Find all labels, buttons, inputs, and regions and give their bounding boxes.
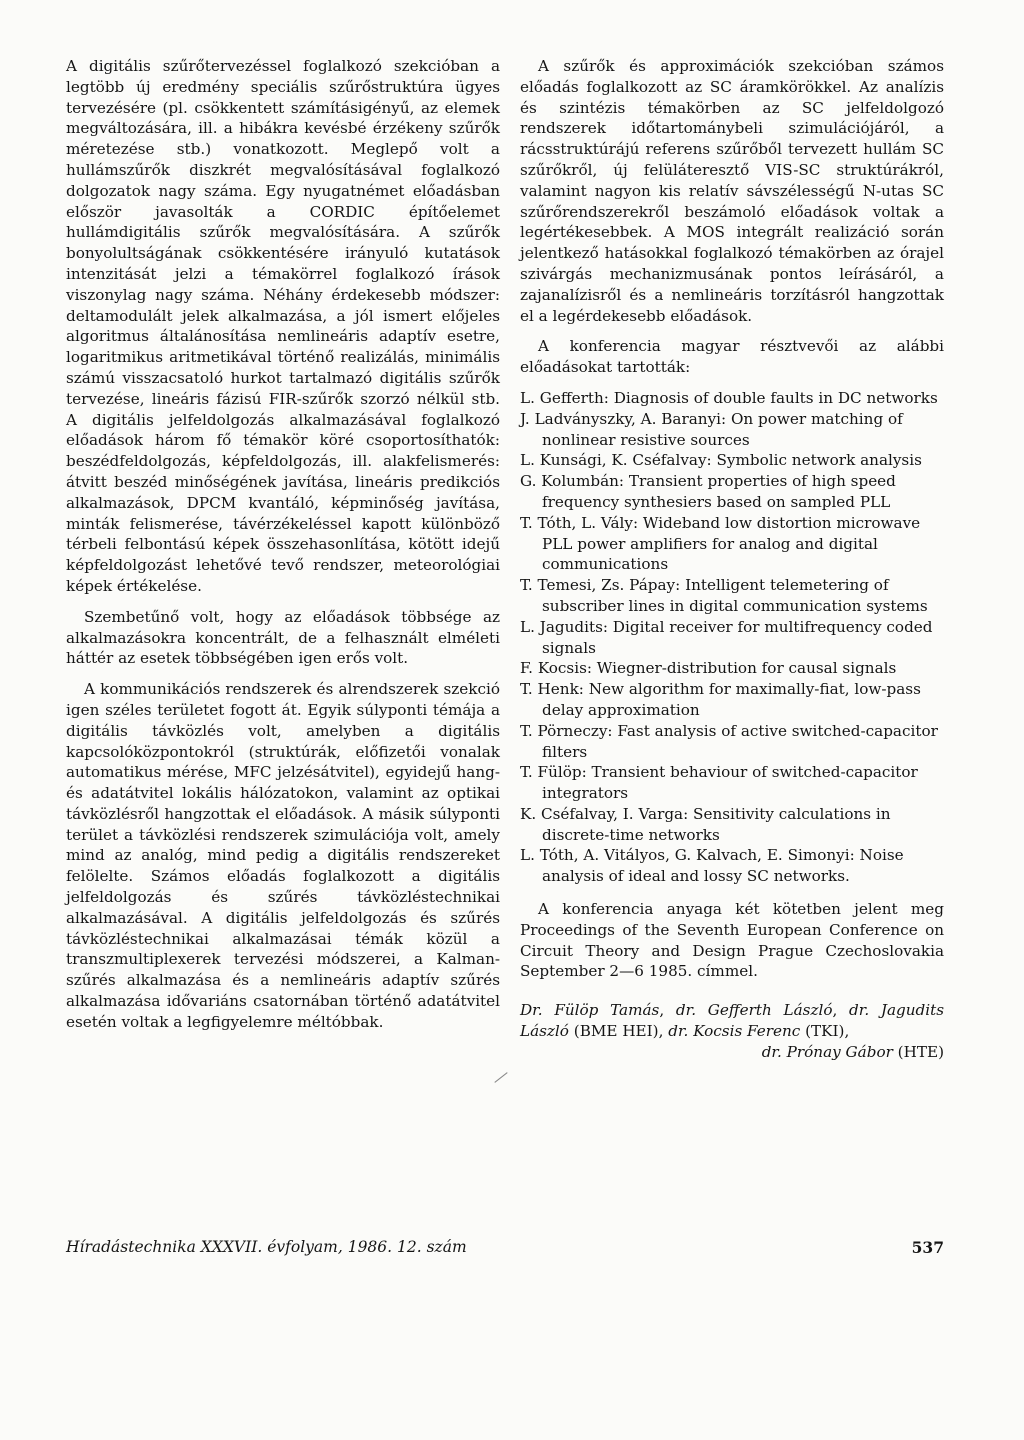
author-name: Dr. Fülöp Tamás xyxy=(520,1001,660,1020)
list-item: F. Kocsis: Wiegner-distribution for causal signals xyxy=(520,659,897,678)
list-item: L. Kunsági, K. Cséfalvay: Symbolic network analysis xyxy=(520,451,922,470)
paragraph-filters-approximations: A szűrők és approximációk szekcióban számos előadás foglalkozott az SC áramkörökkel. Az analízis és szintézis témakörben az SC jelfeldolgozó rendszerek időtartománybeli szimulációjáról, a rácsstruktúrájú referens szűrőből tervezett hullám SC szűrőkről, új felüláteresztő VIS-SC struktúrákról, valamint nagyon kis relatív sávszélességű N-utas SC szűrőrendszerekről beszámoló előadások voltak a legértékesebbek. A MOS integrált realizáció során jelentkező hatásokkal foglalkozó témakörben az órajel szivárgás mechanizmusának pontos leírásáról, a zajanalízisről és a nemlineáris torzításról hangzottak el a legérdekesebb előadások. xyxy=(520,57,944,325)
author-name: dr. Gefferth László xyxy=(675,1001,833,1020)
list-item: L. Tóth, A. Vitályos, G. Kalvach, E. Simonyi: Noise analysis of ideal and lossy SC networks. xyxy=(520,846,904,886)
left-column xyxy=(66,56,500,1043)
paragraph-digital-filter-design: A digitális szűrőtervezéssel foglalkozó szekcióban a legtöbb új eredmény speciális szűrőstruktúra ügyes tervezésére (pl. csökkentett számításigényű, az elemek megváltozására, ill. a hibákra kevésbé érzékeny szűrők méretezése stb.) vonatkozott. Meglepő volt a hullámszűrők diszkrét megvalósításával foglalkozó dolgozatok nagy száma. Egy nyugatnémet előadásban először javasolták a CORDIC építőelemet hullámdigitális szűrők megvalósítására. A szűrők bonyolultságának csökkentésére irányuló kutatások intenzitását jelzi a témakörrel foglalkozó írások viszonylag nagy száma. Néhány érdekesebb módszer: deltamodulált jelek alkalmazása, a jól ismert előjeles algoritmus általánosítása nemlineáris adaptív esetre, logaritmikus aritmetikával történő realizálás, minimális számú visszacsatoló hurkot tartalmazó digitális szűrők tervezése, lineáris fázisú FIR-szűrők szorzó nélkül stb. A digitális jelfeldolgozás alkalmazásával foglalkozó előadások három fő témakör köré csoportosíthatók: beszédfeldolgozás, képfeldolgozás, ill. alakfelismerés: átvitt beszéd minőségének javítása, lineáris predikciós alkalmazások, DPCM kvantáló, képminőség javítása, minták felismerése, távérzékeléssel kapott különböző térbeli felbontású képek összehasonlítása, kötött idejű képfeldolgozást lehetővé tevő rendszer, meteorológiai képek értékelése. xyxy=(66,57,500,595)
list-item: T. Temesi, Zs. Pápay: Intelligent telemetering of subscriber lines in digital communication systems xyxy=(520,576,928,615)
list-item: L. Jagudits: Digital receiver for multifrequency coded signals xyxy=(520,617,933,657)
author-name: dr. Jagudits László xyxy=(520,1001,945,1041)
list-item: J. Ladványszky, A. Baranyi: On power matching of nonlinear resistive sources xyxy=(520,409,903,449)
affiliation: (TKI), xyxy=(800,1022,850,1041)
signature-line xyxy=(520,1000,944,1042)
right-column xyxy=(520,56,944,1063)
journal-reference: Híradástechnika XXXVII. évfolyam, 1986. 12. szám xyxy=(66,1238,467,1256)
list-item: T. Fülöp: Transient behaviour of switched-capacitor integrators xyxy=(520,763,918,803)
paragraph-proceedings: A konferencia anyaga két kötetben jelent meg Proceedings of the Seventh European Conference on Circuit Theory and Design Prague Czechoslovakia September 2—6 1985. címmel. xyxy=(520,900,944,981)
scan-mark xyxy=(494,1072,507,1083)
author-name: dr. Prónay Gábor xyxy=(761,1042,893,1061)
author-name: dr. Kocsis Ferenc xyxy=(668,1022,801,1041)
paragraph-applications-summary: Szembetűnő volt, hogy az előadások többsége az alkalmazásokra koncentrált, de a felhasznált elméleti háttér az esetek többségében igen erős volt. xyxy=(66,607,500,668)
list-item: T. Tóth, L. Vály: Wideband low distortion microwave PLL power amplifiers for analog and digital communications xyxy=(520,513,921,574)
paragraph-hungarian-participants-intro: A konferencia magyar résztvevői az alábbi előadásokat tartották: xyxy=(520,337,944,377)
list-item: T. Pörneczy: Fast analysis of active switched-capacitor filters xyxy=(520,721,938,761)
list-item: K. Cséfalvay, I. Varga: Sensitivity calculations in discrete-time networks xyxy=(520,804,891,844)
list-item: G. Kolumbán: Transient properties of high speed frequency synthesiers based on sampled PLL xyxy=(520,472,896,511)
paragraph-communication-systems: A kommunikációs rendszerek és alrendszerek szekció igen széles területet fogott át. Egyik súlyponti témája a digitális távközlés volt, amelyben a digitális kapcsolóközpontokról (struktúrák, előfizetői vonalak automatikus mérése, MFC jelzésátvitel), egyidejű hang-és adatátvitel lokális hálózatokon, valamint az optikai távközlésről hangzottak el előadások. A másik súlyponti terület a távközlési rendszerek szimulációja volt, amely mind az analóg, mind pedig a digitális rendszereket felölelte. Számos előadás foglalkozott a digitális jelfeldolgozás és szűrés távközléstechnikai alkalmazásával. A digitális jelfeldolgozás és szűrés távközléstechnikai alkalmazásai témák közül a transzmultiplexerek tervezési módszerei, a Kalman-szűrés alkalmazása és a nemlineáris adaptív szűrés alkalmazása idővariáns csatornában történő adatátvitel esetén voltak a legfigyelemre méltóbbak. xyxy=(66,680,500,1031)
author-signature xyxy=(520,1000,944,1062)
list-item: L. Gefferth: Diagnosis of double faults in DC networks xyxy=(520,388,938,407)
presentation-list xyxy=(520,388,944,887)
signature-line xyxy=(520,1042,944,1063)
page-footer xyxy=(66,1238,944,1256)
separator: , xyxy=(659,1001,676,1020)
page-number: 537 xyxy=(911,1238,944,1257)
separator: , xyxy=(832,1001,850,1020)
affiliation: (BME HEI), xyxy=(568,1022,669,1041)
list-item: T. Henk: New algorithm for maximally-fiat, low-pass delay approximation xyxy=(520,680,921,719)
affiliation: (HTE) xyxy=(892,1042,944,1061)
